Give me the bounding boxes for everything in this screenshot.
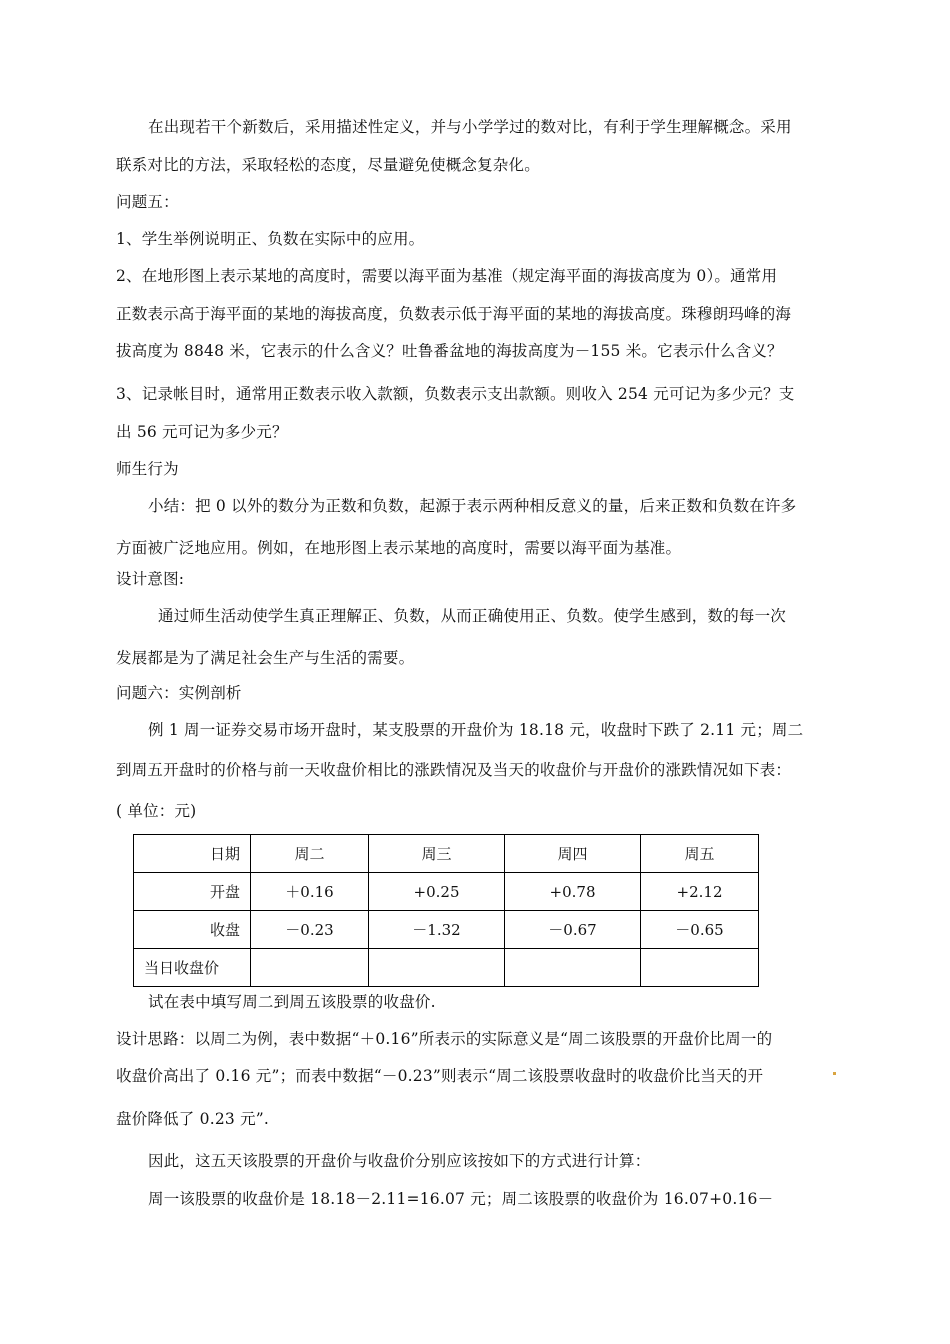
section-heading-design-intent: 设计意图: bbox=[116, 570, 185, 588]
table-cell-empty bbox=[505, 949, 641, 987]
paragraph-line: 盘价降低了 0.23 元”. bbox=[116, 1110, 270, 1128]
unit-note: ( 单位：元) bbox=[116, 802, 197, 820]
table-cell: 当日收盘价 bbox=[134, 949, 251, 987]
table-cell: +0.78 bbox=[505, 873, 641, 911]
paragraph-line: 小结：把 0 以外的数分为正数和负数，起源于表示两种相反意义的量，后来正数和负数在许多 bbox=[148, 497, 797, 515]
table-row bbox=[134, 949, 759, 987]
table-header-cell: 日期 bbox=[134, 835, 251, 873]
paragraph-line: 收盘价高出了 0.16 元”；而表中数据“－0.23”则表示“周二该股票收盘时的收盘价比当天的开 bbox=[116, 1067, 764, 1085]
section-heading-problem-5: 问题五： bbox=[116, 193, 179, 211]
table-header-cell: 周三 bbox=[369, 835, 505, 873]
paragraph-line: 出 56 元可记为多少元？ bbox=[116, 423, 288, 441]
example-line: 到周五开盘时的价格与前一天收盘价相比的涨跌情况及当天的收盘价与开盘价的涨跌情况如下表： bbox=[116, 761, 792, 779]
paragraph-line: 正数表示高于海平面的某地的海拔高度，负数表示低于海平面的某地的海拔高度。珠穆朗玛峰的海 bbox=[116, 305, 792, 323]
paragraph-line: 在出现若干个新数后，采用描述性定义，并与小学学过的数对比，有利于学生理解概念。采用 bbox=[148, 118, 792, 136]
table-header-cell: 周四 bbox=[505, 835, 641, 873]
table-row bbox=[134, 873, 759, 911]
paragraph-line: 2、在地形图上表示某地的高度时，需要以海平面为基准（规定海平面的海拔高度为 0）。通常用 bbox=[116, 267, 778, 285]
table-cell: ＋0.16 bbox=[251, 873, 369, 911]
stray-mark bbox=[833, 1072, 836, 1075]
example-line: 例 1 周一证券交易市场开盘时，某支股票的开盘价为 18.18 元，收盘时下跌了 2.11 元；周二 bbox=[148, 721, 804, 739]
table-cell: －0.67 bbox=[505, 911, 641, 949]
stock-price-table bbox=[133, 834, 759, 987]
paragraph-line: 因此，这五天该股票的开盘价与收盘价分别应该按如下的方式进行计算： bbox=[148, 1152, 651, 1170]
paragraph-line: 拔高度为 8848 米，它表示的什么含义？吐鲁番盆地的海拔高度为－155 米。它表示什么含义？ bbox=[116, 342, 783, 360]
section-heading-problem-6: 问题六：实例剖析 bbox=[116, 684, 242, 702]
table-cell: 开盘 bbox=[134, 873, 251, 911]
instruction-line: 试在表中填写周二到周五该股票的收盘价. bbox=[148, 993, 436, 1011]
table-cell-empty bbox=[369, 949, 505, 987]
paragraph-line: 通过师生活动使学生真正理解正、负数，从而正确使用正、负数。使学生感到，数的每一次 bbox=[158, 607, 787, 625]
table-cell: 收盘 bbox=[134, 911, 251, 949]
table-cell: +0.25 bbox=[369, 873, 505, 911]
paragraph-line: 方面被广泛地应用。例如，在地形图上表示某地的高度时，需要以海平面为基准。 bbox=[116, 539, 682, 557]
table-cell: －0.23 bbox=[251, 911, 369, 949]
table-header-row bbox=[134, 835, 759, 873]
table-cell: －0.65 bbox=[641, 911, 759, 949]
table-cell: －1.32 bbox=[369, 911, 505, 949]
paragraph-line: 发展都是为了满足社会生产与生活的需要。 bbox=[116, 649, 415, 667]
table-cell-empty bbox=[251, 949, 369, 987]
table-header-cell: 周二 bbox=[251, 835, 369, 873]
section-heading-teacher-student: 师生行为 bbox=[116, 460, 179, 478]
paragraph-line: 设计思路：以周二为例，表中数据“＋0.16”所表示的实际意义是“周二该股票的开盘价比周一的 bbox=[116, 1030, 773, 1048]
paragraph-line: 3、记录帐目时，通常用正数表示收入款额，负数表示支出款额。则收入 254 元可记为多少元？支 bbox=[116, 385, 795, 403]
table-cell: +2.12 bbox=[641, 873, 759, 911]
paragraph-line: 1、学生举例说明正、负数在实际中的应用。 bbox=[116, 230, 425, 248]
table-header-cell: 周五 bbox=[641, 835, 759, 873]
paragraph-line: 周一该股票的收盘价是 18.18－2.11=16.07 元；周二该股票的收盘价为 16.07+0.16－ bbox=[148, 1190, 774, 1208]
table-cell-empty bbox=[641, 949, 759, 987]
paragraph-line: 联系对比的方法，采取轻松的态度，尽量避免使概念复杂化。 bbox=[116, 156, 540, 174]
table-row bbox=[134, 911, 759, 949]
